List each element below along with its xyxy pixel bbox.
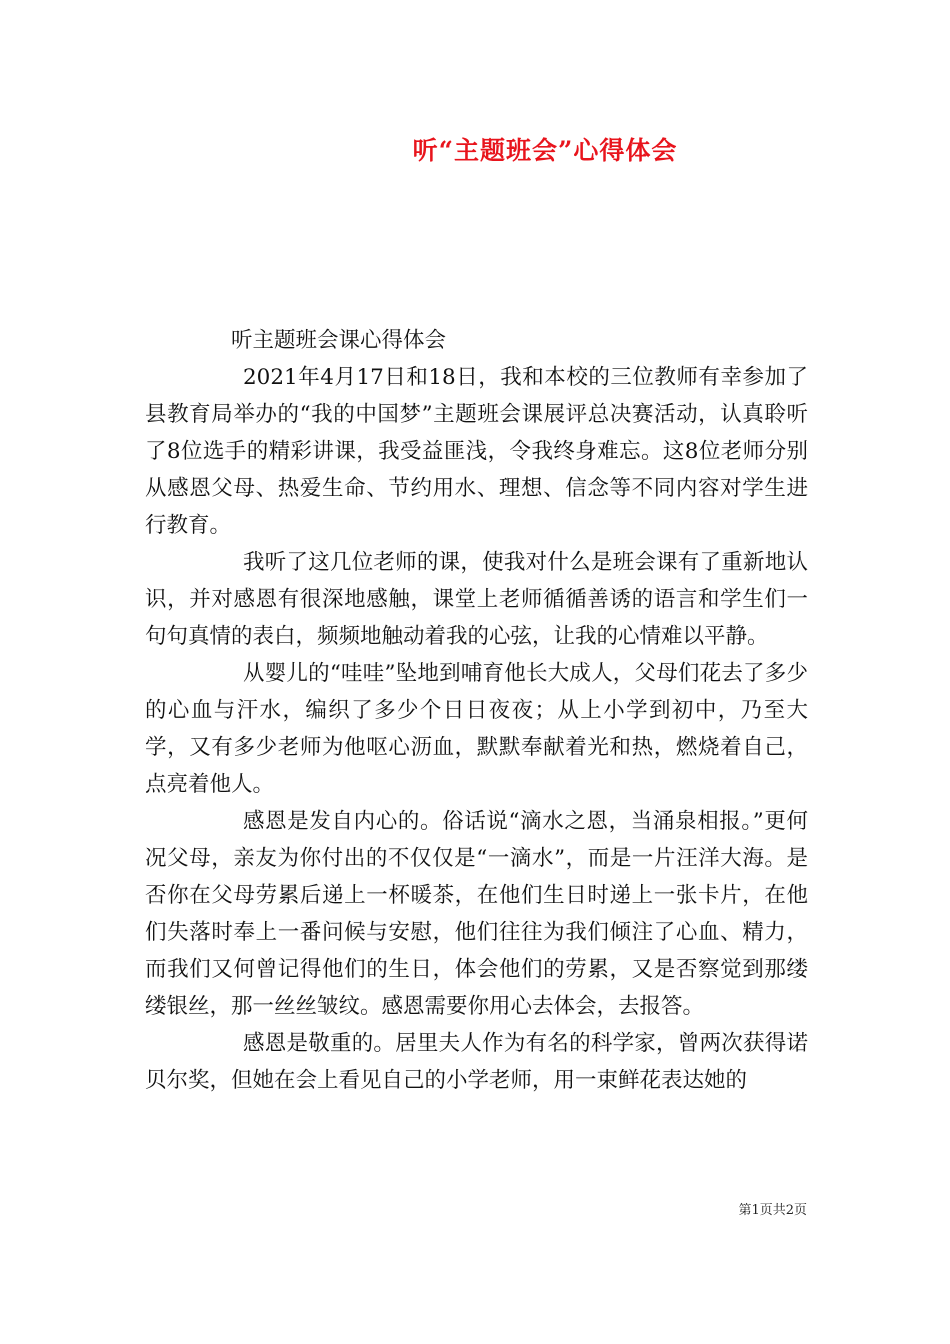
document-subheading: 听主题班会课心得体会 [231,328,447,353]
body-paragraph: 从婴儿的“哇哇”坠地到哺育他长大成人，父母们花去了多少的心血与汗水，编织了多少个日日夜夜；从上小学到初中，乃至大学，又有多少老师为他呕心沥血，默默奉献着光和热，燃烧着自己，点亮着他人。 [145,661,808,797]
document-body [145,322,808,1099]
body-paragraph: 感恩是发自内心的。俗话说“滴水之恩，当涌泉相报。”更何况父母，亲友为你付出的不仅仅是“一滴水”，而是一片汪洋大海。是否你在父母劳累后递上一杯暖茶，在他们生日时递上一张卡片，在他们失落时奉上一番问候与安慰，他们往往为我们倾注了心血、精力，而我们又何曾记得他们的生日，体会他们的劳累，又是否察觉到那缕缕银丝，那一丝丝皱纹。感恩需要你用心去体会，去报答。 [145,809,808,1019]
body-paragraph: 感恩是敬重的。居里夫人作为有名的科学家，曾两次获得诺贝尔奖，但她在会上看见自己的小学老师，用一束鲜花表达她的 [145,1031,808,1093]
document-title: 听“主题班会”心得体会 [412,136,678,165]
body-paragraph: 2021年4月17日和18日，我和本校的三位教师有幸参加了县教育局举办的“我的中国梦”主题班会课展评总决赛活动，认真聆听了8位选手的精彩讲课，我受益匪浅，令我终身难忘。这8位老师分别从感恩父母、热爱生命、节约用水、理想、信念等不同内容对学生进行教育。 [145,365,808,538]
page-number-footer: 第1页共2页 [738,1203,807,1218]
body-paragraph: 我听了这几位老师的课，使我对什么是班会课有了重新地认识，并对感恩有很深地感触，课堂上老师循循善诱的语言和学生们一句句真情的表白，频频地触动着我的心弦，让我的心情难以平静。 [145,550,808,649]
